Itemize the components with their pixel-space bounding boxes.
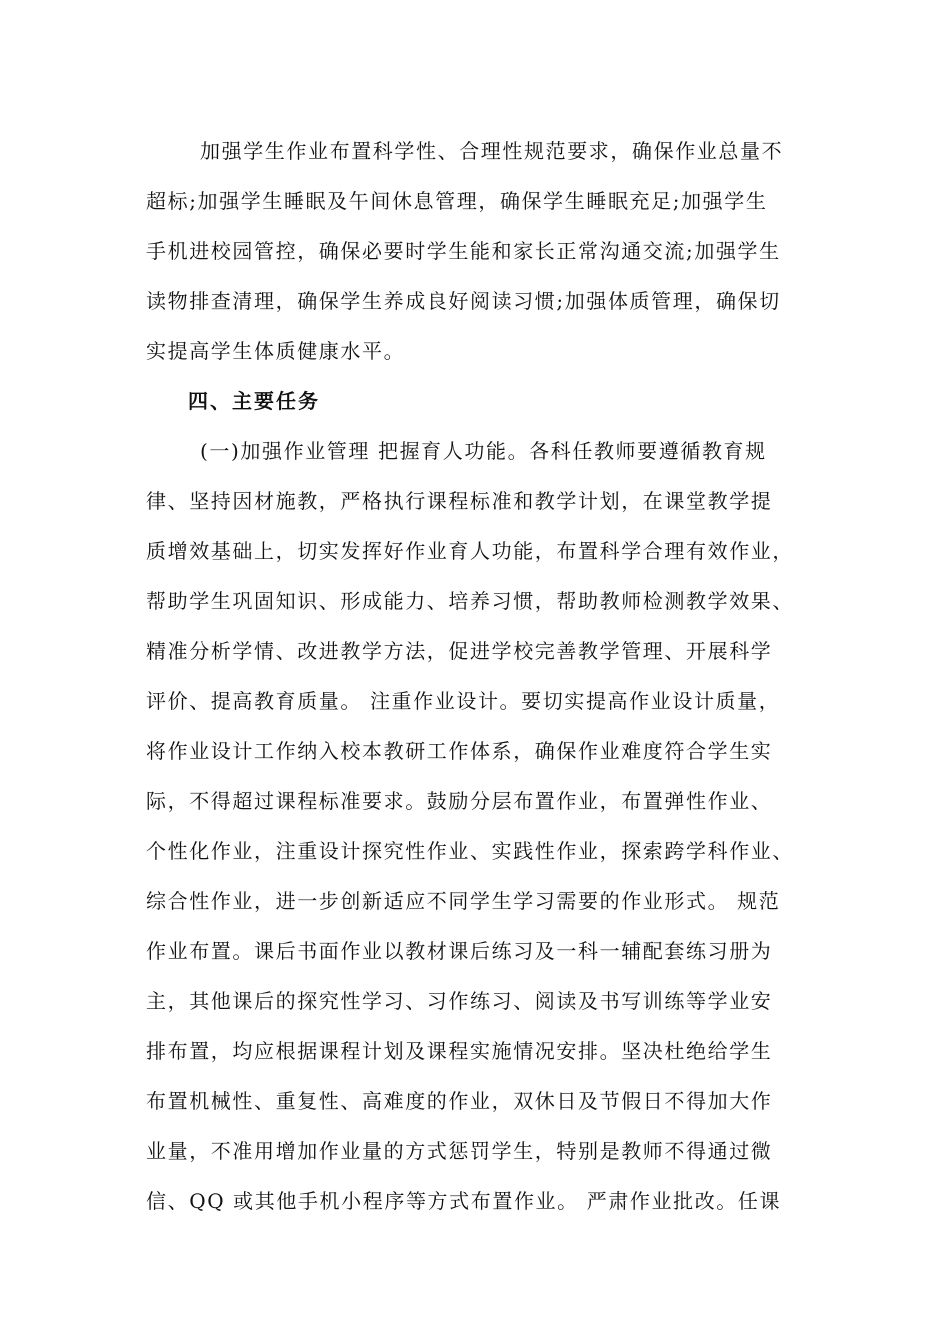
paragraph-2-line-11: 作业布置。课后书面作业以教材课后练习及一科一辅配套练习册为 <box>146 939 773 963</box>
paragraph-1-line-3: 手机进校园管控，确保必要时学生能和家长正常沟通交流;加强学生 <box>146 239 781 263</box>
paragraph-2-line-10: 综合性作业，进一步创新适应不同学生学习需要的作业形式。 规范 <box>146 889 781 913</box>
paragraph-2-line-14: 布置机械性、重复性、高难度的作业，双休日及节假日不得加大作 <box>146 1089 773 1113</box>
paragraph-2-line-15: 业量，不准用增加作业量的方式惩罚学生，特别是教师不得通过微 <box>146 1139 773 1163</box>
paragraph-2-line-13: 排布置，均应根据课程计划及课程实施情况安排。坚决杜绝给学生 <box>146 1039 773 1063</box>
paragraph-2-line-4: 帮助学生巩固知识、形成能力、培养习惯，帮助教师检测教学效果、 <box>146 589 794 613</box>
paragraph-2-line-16: 信、QQ 或其他手机小程序等方式布置作业。 严肃作业批改。任课 <box>146 1189 782 1213</box>
paragraph-2-line-7: 将作业设计工作纳入校本教研工作体系，确保作业难度符合学生实 <box>146 739 773 763</box>
paragraph-2-line-3: 质增效基础上，切实发挥好作业育人功能，布置科学合理有效作业， <box>146 539 794 563</box>
paragraph-2-line-5: 精准分析学情、改进教学方法，促进学校完善教学管理、开展科学 <box>146 639 773 663</box>
paragraph-2-line-8: 际，不得超过课程标准要求。鼓励分层布置作业，布置弹性作业、 <box>146 789 773 813</box>
paragraph-2-line-2: 律、坚持因材施教，严格执行课程标准和教学计划，在课堂教学提 <box>146 489 773 513</box>
paragraph-2-line-9: 个性化作业，注重设计探究性作业、实践性作业，探索跨学科作业、 <box>146 839 794 863</box>
paragraph-2-line-1: (一)加强作业管理 把握育人功能。各科任教师要遵循教育规 <box>200 439 767 463</box>
paragraph-2-line-6: 评价、提高教育质量。 注重作业设计。要切实提高作业设计质量， <box>146 689 781 713</box>
paragraph-1-line-2: 超标;加强学生睡眠及午间休息管理，确保学生睡眠充足;加强学生 <box>146 189 768 213</box>
section-heading: 四、主要任务 <box>188 389 320 413</box>
paragraph-1-line-1: 加强学生作业布置科学性、合理性规范要求，确保作业总量不 <box>200 139 784 163</box>
paragraph-1-line-4: 读物排查清理，确保学生养成良好阅读习惯;加强体质管理，确保切 <box>146 289 781 313</box>
paragraph-1-line-5: 实提高学生体质健康水平。 <box>146 339 406 363</box>
paragraph-2-line-12: 主，其他课后的探究性学习、习作练习、阅读及书写训练等学业安 <box>146 989 773 1013</box>
